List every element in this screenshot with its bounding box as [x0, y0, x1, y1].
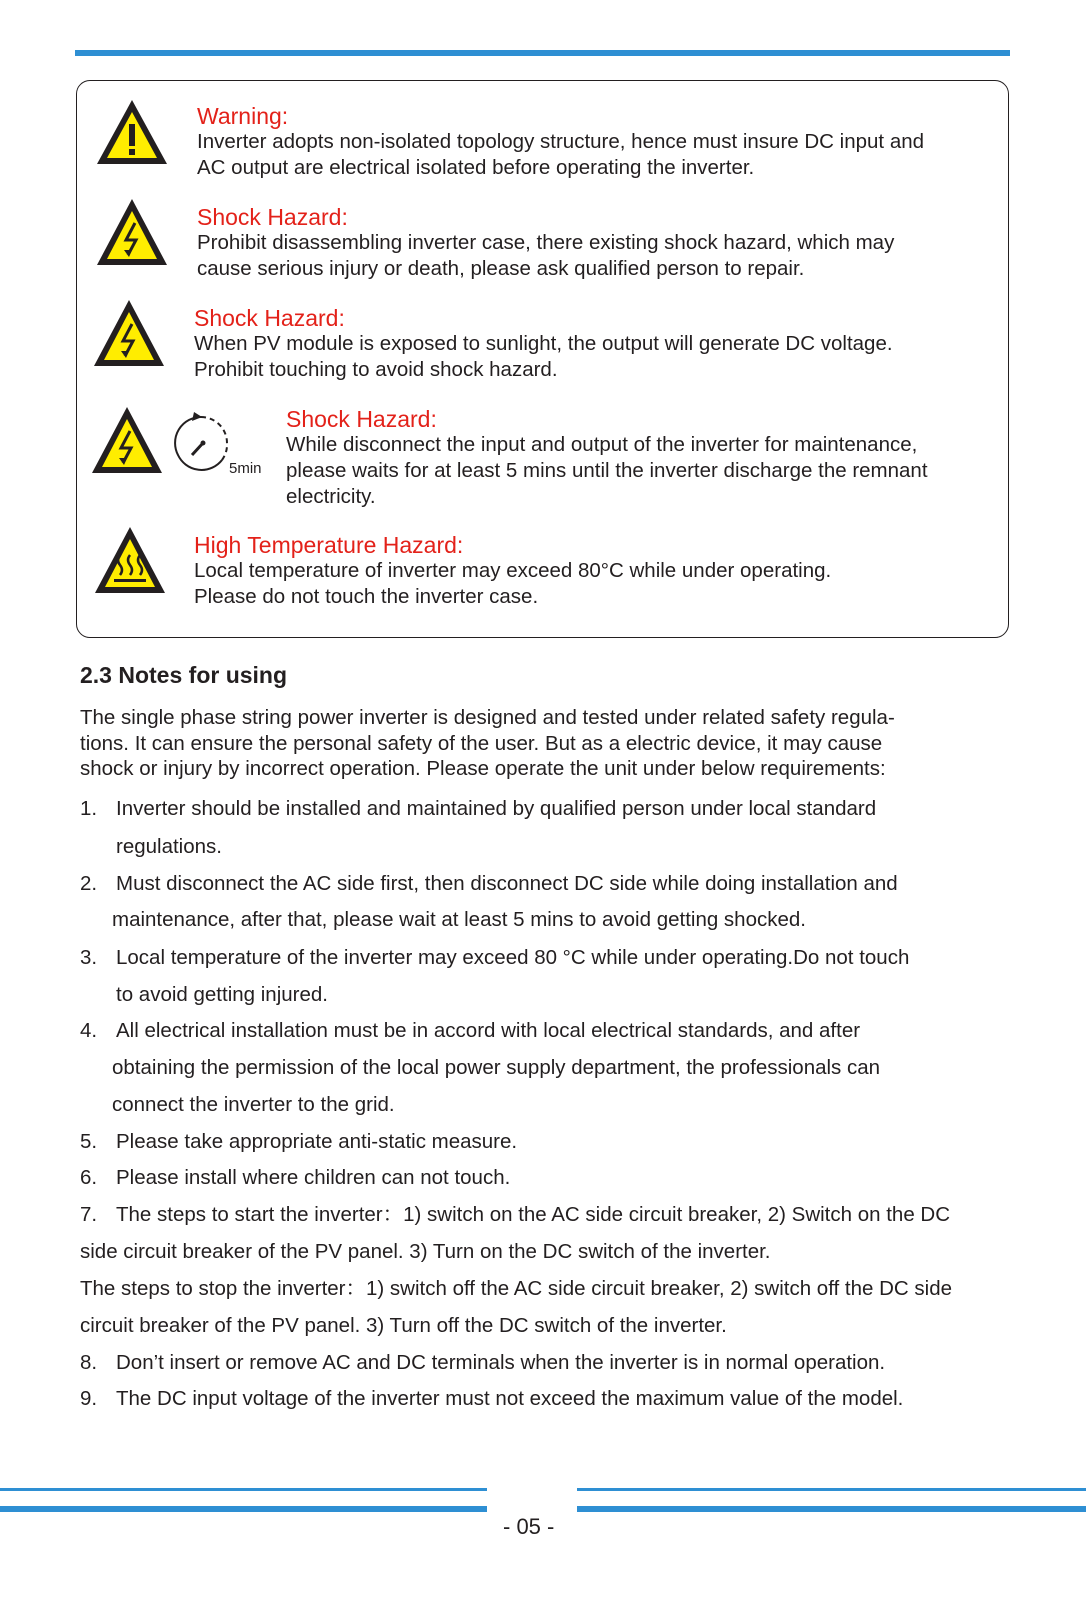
hazard-text-line: Inverter adopts non-isolated topology structure, hence must insure DC input and	[197, 130, 925, 153]
list-item	[80, 1386, 903, 1412]
intro-line: shock or injury by incorrect operation. Please operate the unit under below requirements:	[80, 757, 886, 780]
list-text: Must disconnect the AC side first, then disconnect DC side while doing installation and	[116, 872, 898, 895]
list-item	[80, 1202, 950, 1228]
list-number: 3.	[80, 946, 98, 969]
intro-line: The single phase string power inverter is designed and tested under related safety regula-	[80, 706, 895, 729]
hazard-shock-3	[286, 406, 928, 510]
list-item	[80, 1350, 885, 1376]
hazard-high-temperature	[194, 532, 831, 610]
top-rule	[75, 50, 1010, 56]
electric-shock-icon	[90, 405, 164, 475]
hazard-text-line: electricity.	[286, 485, 376, 508]
list-text: Inverter should be installed and maintained by qualified person under local standard	[116, 797, 877, 820]
hazard-title: Warning:	[197, 103, 289, 129]
hazard-text-line: Local temperature of inverter may exceed 80°C while under operating.	[194, 559, 832, 582]
list-item-continuation: obtaining the permission of the local power supply department, the professionals can	[112, 1056, 881, 1079]
section-title: 2.3 Notes for using	[80, 662, 288, 688]
list-number: 2.	[80, 872, 98, 895]
list-item	[80, 871, 898, 897]
hazard-text-line: cause serious injury or death, please ask qualified person to repair.	[197, 257, 805, 280]
hazard-warning	[197, 103, 924, 181]
list-item-continuation: maintenance, after that, please wait at least 5 mins to avoid getting shocked.	[112, 908, 806, 931]
hazard-text-line: When PV module is exposed to sunlight, the output will generate DC voltage.	[194, 332, 893, 355]
hazard-title: Shock Hazard:	[194, 305, 345, 331]
timer-icon	[170, 412, 232, 474]
list-number: 7.	[80, 1203, 98, 1226]
electric-shock-icon	[95, 197, 169, 267]
section-intro	[80, 705, 1010, 782]
timer-label: 5min	[229, 460, 262, 477]
list-item-continuation: circuit breaker of the PV panel. 3) Turn off the DC switch of the inverter.	[80, 1314, 727, 1337]
footer-rule-right	[577, 1506, 1086, 1512]
list-number: 9.	[80, 1387, 98, 1410]
hazard-text-line: While disconnect the input and output of the inverter for maintenance,	[286, 433, 918, 456]
list-text: The steps to start the inverter：1) switch on the AC side circuit breaker, 2) Switch on the DC	[116, 1203, 951, 1226]
list-item-continuation: The steps to stop the inverter：1) switch off the AC side circuit breaker, 2) switch off the DC side	[80, 1277, 953, 1300]
list-number: 5.	[80, 1130, 98, 1153]
hazard-title: Shock Hazard:	[197, 204, 348, 230]
hazard-text-line: Please do not touch the inverter case.	[194, 585, 539, 608]
warning-exclamation-icon	[95, 98, 169, 166]
list-text: Local temperature of the inverter may exceed 80 °C while under operating.Do not touch	[116, 946, 910, 969]
list-number: 1.	[80, 797, 98, 820]
list-text: Don’t insert or remove AC and DC terminals when the inverter is in normal operation.	[116, 1351, 886, 1374]
list-item	[80, 1165, 510, 1191]
list-text: All electrical installation must be in accord with local electrical standards, and after	[116, 1019, 861, 1042]
intro-line: tions. It can ensure the personal safety of the user. But as a electric device, it may cause	[80, 731, 883, 755]
hazard-title: High Temperature Hazard:	[194, 532, 464, 558]
list-text: Please take appropriate anti-static measure.	[116, 1130, 518, 1153]
footer-rule-right-top	[577, 1488, 1086, 1491]
list-text: Please install where children can not touch.	[116, 1166, 511, 1189]
list-item	[80, 945, 909, 971]
hazard-text-line: please waits for at least 5 mins until the inverter discharge the remnant	[286, 459, 928, 482]
hazard-text-line: Prohibit touching to avoid shock hazard.	[194, 358, 558, 381]
list-number: 8.	[80, 1351, 98, 1374]
hazard-text-line: Prohibit disassembling inverter case, there existing shock hazard, which may	[197, 231, 895, 254]
list-item-continuation: to avoid getting injured.	[116, 983, 328, 1006]
hazard-title: Shock Hazard:	[286, 406, 437, 432]
list-text: The DC input voltage of the inverter must not exceed the maximum value of the model.	[116, 1387, 904, 1410]
page-number: - 05 -	[503, 1514, 555, 1539]
hazard-text-line: AC output are electrical isolated before operating the inverter.	[197, 156, 755, 179]
list-item	[80, 1018, 860, 1044]
list-item-continuation: regulations.	[116, 835, 222, 858]
list-item	[80, 796, 876, 822]
hazard-shock-1	[197, 204, 894, 282]
list-item	[80, 1129, 517, 1155]
hazard-shock-2	[194, 305, 893, 383]
electric-shock-icon	[92, 298, 166, 368]
footer-rule-left-top	[0, 1488, 487, 1491]
list-number: 6.	[80, 1166, 98, 1189]
hot-surface-icon	[93, 525, 167, 595]
list-number: 4.	[80, 1019, 98, 1042]
list-item-continuation: connect the inverter to the grid.	[112, 1093, 395, 1116]
footer-rule-left	[0, 1506, 487, 1512]
list-item-continuation: side circuit breaker of the PV panel. 3) Turn on the DC switch of the inverter.	[80, 1240, 771, 1263]
